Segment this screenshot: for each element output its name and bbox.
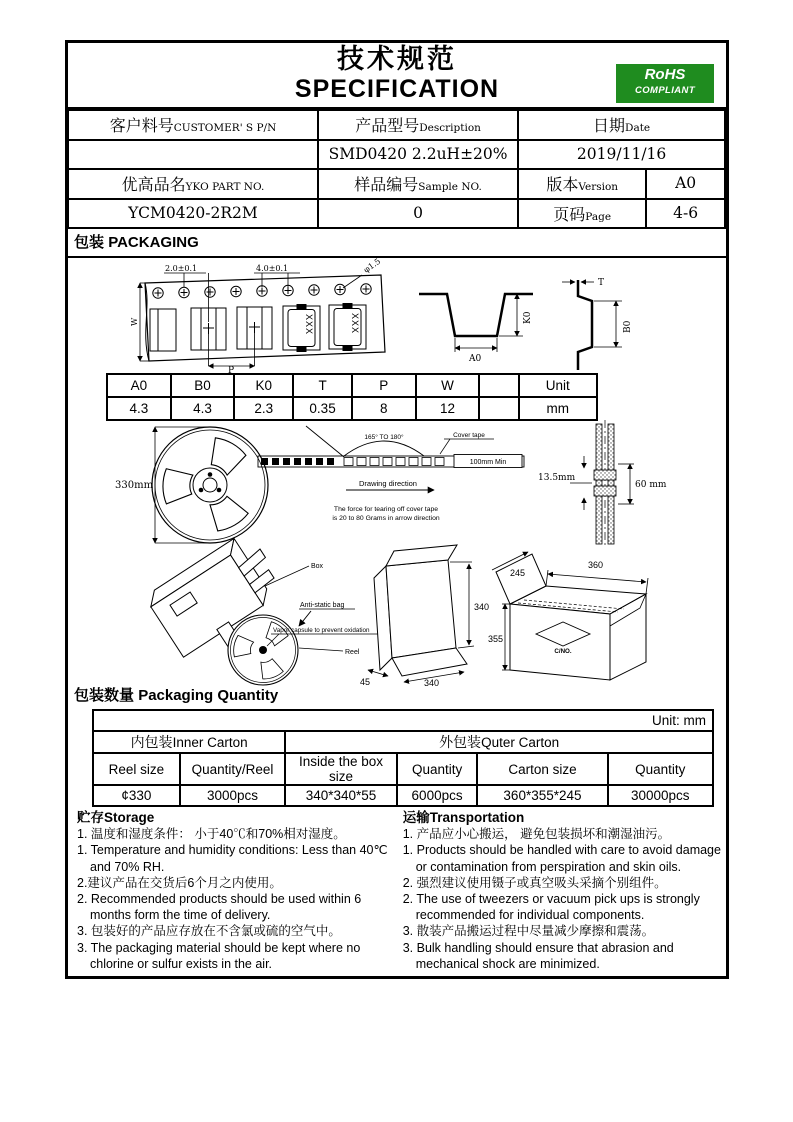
outer-carton-cn: 外包装 [439,734,482,750]
customer-pn-label-en: CUSTOMER' S P/N [173,122,277,135]
yko-part-label-cn: 优高品名 [121,177,186,195]
dim-value-cell: 12 [416,397,480,420]
version-label-en: Version [578,181,619,194]
inner-box-depth-label: 45 [360,677,371,687]
dim-header-cell: B0 [171,374,235,397]
transportation-line: 1. Products should be handled with care to avoid damage or contamination from perspiration and skin oils. [402,843,721,874]
inner-carton-cn: 内包装 [130,734,173,750]
packaging-header-en: PACKAGING [108,234,199,251]
quantity-header-cn: 包装数量 [74,687,135,704]
version-label [518,169,646,199]
tape-pocket-dim: 4.0±0.1 [256,264,289,273]
date-label-cn: 日期 [593,118,626,136]
part-no-text: YCM0420-2R2M [128,203,258,222]
dim-header-cell: W [416,374,480,397]
storage-line: 1. Temperature and humidity conditions: Less than 40℃ and 70% RH. [77,843,388,874]
inner-box-width-label: 340 [424,678,440,688]
info-row-values-1 [69,140,726,170]
b0-dim-label: B0 [623,320,633,333]
description-label [318,110,518,140]
customer-pn-value [69,140,318,170]
qty-value-cell: 3000pcs [180,785,285,806]
cover-tape-label: Cover tape [453,432,485,439]
qty-header-row [93,753,713,785]
doc-title-cn: 技术规范 [337,44,457,74]
storage-notes [68,807,394,979]
tape-side-profile-drawing [550,274,645,374]
version-label-cn: 版本 [546,177,579,195]
box-label: Box [311,563,324,570]
dim-value-cell: 2.3 [234,397,293,420]
quantity-header-en: Packaging Quantity [138,687,279,704]
carton-height-label: 355 [488,634,504,644]
component-marking-2: XXX [350,313,360,335]
transportation-title [403,810,722,826]
tape-p-label: P [228,366,235,376]
loaded-pockets [261,458,334,465]
tape-dimensions-table [106,373,598,421]
peel-force-note-2: is 20 to 80 Grams in arrow direction [332,515,440,522]
carton-number-label: C/NO. [554,648,572,655]
storage-title [77,810,390,826]
dim-header-row [107,374,597,397]
inner-carton-en: Inner Carton [172,735,248,750]
date-label-en: Date [625,122,651,135]
antistatic-bag-label: Anti-static bag [300,602,345,609]
qty-header-cell: Quantity [608,753,713,785]
packaging-quantity-table [92,709,714,807]
reel-label: Reel [345,649,360,656]
packaging-drawings [68,256,726,688]
transportation-title-cn: 运输 [402,810,430,825]
date-value [518,140,725,170]
pocket-section-drawing [413,278,543,370]
qty-value-cell: 340*340*55 [285,785,397,806]
vapor-capsule-label: Vapor capsule to prevent oxidation [273,627,370,634]
qty-value-cell: 30000pcs [608,785,713,806]
qty-unit-row [93,710,713,731]
dim-value-cell [479,397,518,420]
storage-title-en: Storage [104,810,155,825]
dim-value-cell: 0.35 [293,397,352,420]
leader-length-label: 100mm Min [469,459,507,466]
inner-carton-group [93,731,285,753]
customer-pn-label-cn: 客户料号 [109,118,174,136]
info-table [68,109,726,229]
transportation-line: 3. 散装产品搬运过程中尽量减少摩擦和震荡。 [402,924,655,939]
description-label-cn: 产品型号 [355,118,420,136]
rohs-badge [616,64,714,103]
component-marking: XXX [304,314,314,336]
page-label-en: Page [585,210,612,223]
inner-box-height-label: 340 [474,602,490,612]
info-row-labels [69,110,726,140]
notes-section [68,807,726,979]
a0-dim-label: A0 [469,354,482,364]
packaging-section-header [68,229,726,258]
carton-depth-label: 245 [510,568,526,578]
dim-value-cell: 8 [352,397,416,420]
info-row-labels-2 [69,169,726,199]
qty-value-row [93,785,713,806]
peel-force-note-1: The force for tearing off cover tape [333,506,439,513]
qty-unit-cell: Unit: mm [93,710,713,731]
dim-header-cell: Unit [519,374,597,397]
drawing-direction-label: Drawing direction [359,479,417,488]
k0-dim-label: K0 [523,311,533,324]
dim-value-cell: 4.3 [107,397,171,420]
qty-header-cell: Carton size [477,753,607,785]
storage-title-cn: 贮存 [77,810,104,825]
reel-width-label: 13.5mm [538,473,576,483]
part-no-value [69,199,318,229]
storage-line: 1. 温度和湿度条件： 小于40℃和70%相对湿度。 [77,827,346,842]
sample-no-text: 0 [413,203,424,222]
tape-hole-dim: φ1.5 [361,256,383,275]
reel-side-view-drawing [536,420,666,548]
reel-hub-label: 60 mm [635,480,667,490]
sample-no-label-cn: 样品编号 [354,177,419,195]
yko-part-label-en: YKO PART NO. [185,181,265,194]
carton-drawing [488,532,668,682]
page-label [518,199,646,229]
qty-group-row [93,731,713,753]
qty-value-cell: ¢330 [93,785,180,806]
storage-line: 2. Recommended products should be used within 6 months form the time of delivery. [77,892,362,923]
dim-value-cell: 4.3 [171,397,235,420]
transportation-line: 2. 强烈建议使用镊子或真空吸头采摘个别组件。 [402,875,667,890]
dim-header-cell [479,374,518,397]
outer-carton-en: Quter Carton [481,735,560,750]
transportation-line: 2. The use of tweezers or vacuum pick ups is strongly recommended for individual components. [402,892,700,923]
tape-pockets [150,304,366,352]
doc-title-en: SPECIFICATION [294,75,500,103]
description-label-en: Description [419,122,481,135]
tape-pitch-dim: 2.0±0.1 [165,264,198,273]
packaging-quantity-header [68,683,726,709]
page-value [646,199,725,229]
peel-angle-label: 165° TO 180° [364,434,404,441]
carton-width-label: 360 [588,560,604,570]
version-value-text: A0 [675,174,697,193]
transportation-line: 3. Bulk handling should ensure that abrasion and mechanical shock are minimized. [402,940,674,971]
date-value-text: 2019/11/16 [576,144,667,163]
sample-no-label [318,169,518,199]
packaging-header-cn: 包装 [74,234,105,251]
dim-header-cell: P [352,374,416,397]
outer-carton-group [285,731,713,753]
transportation-line: 1. 产品应小心搬运， 避免包装损坏和潮湿油污。 [402,827,671,842]
info-row-values-2 [69,199,726,229]
description-value-text: SMD0420 2.2uH±20% [328,144,508,163]
dim-header-cell: T [293,374,352,397]
page-value-text: 4-6 [673,203,699,222]
spec-document [65,40,729,979]
inner-box-drawing [360,536,495,686]
qty-header-cell: Quantity/Reel [180,753,285,785]
qty-value-cell: 6000pcs [397,785,478,806]
qty-header-cell: Inside the box size [285,753,397,785]
page-label-cn: 页码 [553,206,586,224]
rohs-label: RoHS [644,66,686,83]
leader-tape-drawing [236,426,531,534]
yko-part-label [69,169,318,199]
carrier-tape-drawing [128,256,398,376]
dim-value-row [107,397,597,420]
qty-header-cell: Reel size [93,753,180,785]
storage-line: 3. 包装好的产品应存放在不含氯或硫的空气中。 [77,924,341,939]
version-value [646,169,725,199]
dim-header-cell: K0 [234,374,293,397]
description-value [318,140,518,170]
sample-no-label-en: Sample NO. [418,181,482,194]
storage-line: 3. The packaging material should be kept where no chlorine or sulfur exists in the air. [77,940,361,971]
packing-method-drawing [103,536,388,686]
title-block [68,43,726,109]
reel-diameter-label: 330mm [115,480,154,491]
t-dim-label: T [598,278,605,288]
transportation-notes [394,807,726,979]
transportation-title-en: Transportation [429,810,525,825]
dim-value-cell: mm [519,397,597,420]
rohs-compliant-label: COMPLIANT [634,85,696,96]
dim-header-cell: A0 [107,374,171,397]
date-label [518,110,725,140]
qty-header-cell: Quantity [397,753,478,785]
empty-pockets [344,458,444,466]
storage-line: 2.建议产品在交货后6个月之内使用。 [77,875,282,890]
packed-reel [228,615,298,685]
customer-pn-label [69,110,318,140]
qty-value-cell: 360*355*245 [477,785,607,806]
tape-width-label: W [130,317,139,326]
sample-no-value [318,199,518,229]
